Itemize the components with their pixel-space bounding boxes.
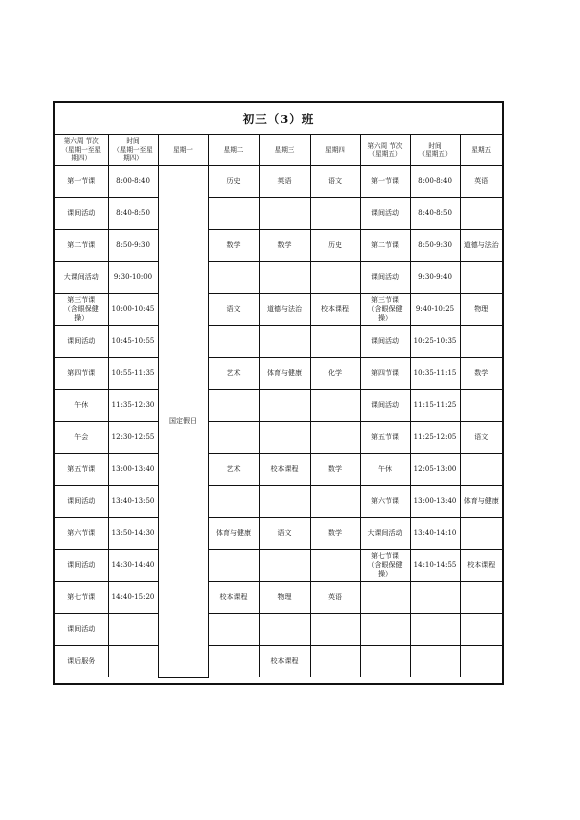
friday-time-cell: 10:35-11:15	[410, 358, 460, 390]
thursday-cell	[310, 262, 360, 294]
thursday-cell	[310, 326, 360, 358]
friday-time-cell: 12:05-13:00	[410, 454, 460, 486]
friday-period-cell: 课间活动	[360, 326, 410, 358]
period-cell: 课间活动	[55, 614, 108, 646]
thursday-cell	[310, 390, 360, 422]
period-cell: 午会	[55, 422, 108, 454]
thursday-cell: 校本课程	[310, 294, 360, 326]
tuesday-cell	[208, 262, 259, 294]
time-cell: 14:40-15:20	[108, 582, 158, 614]
table-row	[55, 614, 502, 646]
time-cell: 8:00-8:40	[108, 166, 158, 198]
friday-time-cell: 8:00-8:40	[410, 166, 460, 198]
friday-period-cell: 第二节课	[360, 230, 410, 262]
friday-time-cell: 10:25-10:35	[410, 326, 460, 358]
period-cell: 第六节课	[55, 518, 108, 550]
period-cell: 课间活动	[55, 326, 108, 358]
tuesday-cell	[208, 550, 259, 582]
time-cell: 13:50-14:30	[108, 518, 158, 550]
header-time-mon-thu: 时间 （星期一至星 期四）	[108, 135, 158, 166]
friday-period-cell: 课间活动	[360, 390, 410, 422]
period-cell: 课间活动	[55, 198, 108, 230]
friday-period-cell: 第四节课	[360, 358, 410, 390]
tuesday-cell: 艺术	[208, 454, 259, 486]
wednesday-cell	[259, 550, 310, 582]
friday-time-cell	[410, 646, 460, 678]
time-cell: 10:45-10:55	[108, 326, 158, 358]
header-wednesday: 星期三	[259, 135, 310, 166]
thursday-cell: 历史	[310, 230, 360, 262]
period-cell: 第五节课	[55, 454, 108, 486]
friday-period-cell: 课间活动	[360, 198, 410, 230]
friday-cell	[460, 390, 502, 422]
header-period-fri: 第六周 节次 （星期五）	[360, 135, 410, 166]
table-row	[55, 390, 502, 422]
table-row	[55, 550, 502, 582]
friday-period-cell: 午休	[360, 454, 410, 486]
table-row	[55, 230, 502, 262]
friday-time-cell: 9:30-9:40	[410, 262, 460, 294]
period-cell: 第七节课	[55, 582, 108, 614]
friday-cell	[460, 454, 502, 486]
friday-time-cell	[410, 582, 460, 614]
wednesday-cell: 语文	[259, 518, 310, 550]
wednesday-cell: 校本课程	[259, 646, 310, 678]
header-thursday: 星期四	[310, 135, 360, 166]
friday-time-cell: 13:40-14:10	[410, 518, 460, 550]
time-cell: 9:30-10:00	[108, 262, 158, 294]
header-monday: 星期一	[158, 135, 208, 166]
period-cell: 课后服务	[55, 646, 108, 678]
class-title: 初三（3）班	[55, 103, 502, 135]
time-cell: 10:55-11:35	[108, 358, 158, 390]
friday-cell: 道德与法治	[460, 230, 502, 262]
header-friday: 星期五	[460, 135, 502, 166]
tuesday-cell: 历史	[208, 166, 259, 198]
friday-cell	[460, 518, 502, 550]
period-cell: 第三节课 （含眼保健 操）	[55, 294, 108, 326]
time-cell	[108, 646, 158, 678]
tuesday-cell	[208, 198, 259, 230]
thursday-cell: 英语	[310, 582, 360, 614]
tuesday-cell: 艺术	[208, 358, 259, 390]
wednesday-cell	[259, 198, 310, 230]
tuesday-cell: 数学	[208, 230, 259, 262]
friday-cell	[460, 614, 502, 646]
header-period-mon-thu: 第六周 节次 （星期一至星 期四）	[55, 135, 108, 166]
wednesday-cell: 道德与法治	[259, 294, 310, 326]
wednesday-cell	[259, 486, 310, 518]
friday-period-cell: 第七节课 （含眼保健 操）	[360, 550, 410, 582]
tuesday-cell: 语文	[208, 294, 259, 326]
wednesday-cell: 英语	[259, 166, 310, 198]
friday-period-cell	[360, 614, 410, 646]
thursday-cell	[310, 646, 360, 678]
table-row	[55, 262, 502, 294]
header-time-fri: 时间 （星期五）	[410, 135, 460, 166]
thursday-cell: 数学	[310, 518, 360, 550]
tuesday-cell	[208, 486, 259, 518]
friday-period-cell: 第三节课 （含眼保健 操）	[360, 294, 410, 326]
thursday-cell	[310, 614, 360, 646]
table-row	[55, 518, 502, 550]
thursday-cell: 化学	[310, 358, 360, 390]
friday-cell: 体育与健康	[460, 486, 502, 518]
period-cell: 第一节课	[55, 166, 108, 198]
friday-period-cell	[360, 582, 410, 614]
period-cell: 大课间活动	[55, 262, 108, 294]
period-cell: 第四节课	[55, 358, 108, 390]
friday-cell	[460, 646, 502, 678]
friday-cell	[460, 262, 502, 294]
wednesday-cell	[259, 390, 310, 422]
time-cell: 11:35-12:30	[108, 390, 158, 422]
friday-cell: 语文	[460, 422, 502, 454]
time-cell: 10:00-10:45	[108, 294, 158, 326]
friday-period-cell: 第六节课	[360, 486, 410, 518]
table-row	[55, 198, 502, 230]
time-cell: 8:50-9:30	[108, 230, 158, 262]
friday-cell	[460, 198, 502, 230]
table-row	[55, 166, 502, 198]
table-row	[55, 422, 502, 454]
tuesday-cell	[208, 422, 259, 454]
friday-cell: 数学	[460, 358, 502, 390]
table-row	[55, 358, 502, 390]
friday-period-cell: 大课间活动	[360, 518, 410, 550]
thursday-cell: 数学	[310, 454, 360, 486]
thursday-cell: 语文	[310, 166, 360, 198]
period-cell: 午休	[55, 390, 108, 422]
tuesday-cell	[208, 326, 259, 358]
table-row	[55, 646, 502, 678]
friday-time-cell: 11:25-12:05	[410, 422, 460, 454]
time-cell	[108, 614, 158, 646]
tuesday-cell	[208, 646, 259, 678]
friday-time-cell: 11:15-11:25	[410, 390, 460, 422]
tuesday-cell	[208, 614, 259, 646]
table-row	[55, 582, 502, 614]
thursday-cell	[310, 198, 360, 230]
wednesday-cell: 数学	[259, 230, 310, 262]
thursday-cell	[310, 550, 360, 582]
friday-period-cell: 课间活动	[360, 262, 410, 294]
wednesday-cell: 校本课程	[259, 454, 310, 486]
friday-time-cell: 13:00-13:40	[410, 486, 460, 518]
friday-cell: 英语	[460, 166, 502, 198]
wednesday-cell	[259, 326, 310, 358]
table-row	[55, 454, 502, 486]
header-row	[55, 135, 502, 166]
friday-cell	[460, 582, 502, 614]
time-cell: 13:00-13:40	[108, 454, 158, 486]
time-cell: 14:30-14:40	[108, 550, 158, 582]
thursday-cell	[310, 422, 360, 454]
wednesday-cell	[259, 614, 310, 646]
header-tuesday: 星期二	[208, 135, 259, 166]
friday-time-cell: 9:40-10:25	[410, 294, 460, 326]
schedule-table	[55, 135, 502, 678]
tuesday-cell: 校本课程	[208, 582, 259, 614]
monday-holiday-cell: 国定假日	[158, 166, 208, 678]
tuesday-cell	[208, 390, 259, 422]
wednesday-cell: 体育与健康	[259, 358, 310, 390]
thursday-cell	[310, 486, 360, 518]
period-cell: 课间活动	[55, 550, 108, 582]
wednesday-cell: 物理	[259, 582, 310, 614]
friday-period-cell: 第一节课	[360, 166, 410, 198]
friday-cell: 物理	[460, 294, 502, 326]
wednesday-cell	[259, 262, 310, 294]
time-cell: 13:40-13:50	[108, 486, 158, 518]
friday-time-cell: 14:10-14:55	[410, 550, 460, 582]
friday-cell	[460, 326, 502, 358]
time-cell: 12:30-12:55	[108, 422, 158, 454]
timetable-sheet	[53, 101, 504, 685]
table-row	[55, 294, 502, 326]
wednesday-cell	[259, 422, 310, 454]
time-cell: 8:40-8:50	[108, 198, 158, 230]
friday-period-cell	[360, 646, 410, 678]
friday-time-cell	[410, 614, 460, 646]
period-cell: 第二节课	[55, 230, 108, 262]
friday-period-cell: 第五节课	[360, 422, 410, 454]
friday-time-cell: 8:40-8:50	[410, 198, 460, 230]
period-cell: 课间活动	[55, 486, 108, 518]
friday-time-cell: 8:50-9:30	[410, 230, 460, 262]
friday-cell: 校本课程	[460, 550, 502, 582]
table-row	[55, 486, 502, 518]
table-row	[55, 326, 502, 358]
tuesday-cell: 体育与健康	[208, 518, 259, 550]
